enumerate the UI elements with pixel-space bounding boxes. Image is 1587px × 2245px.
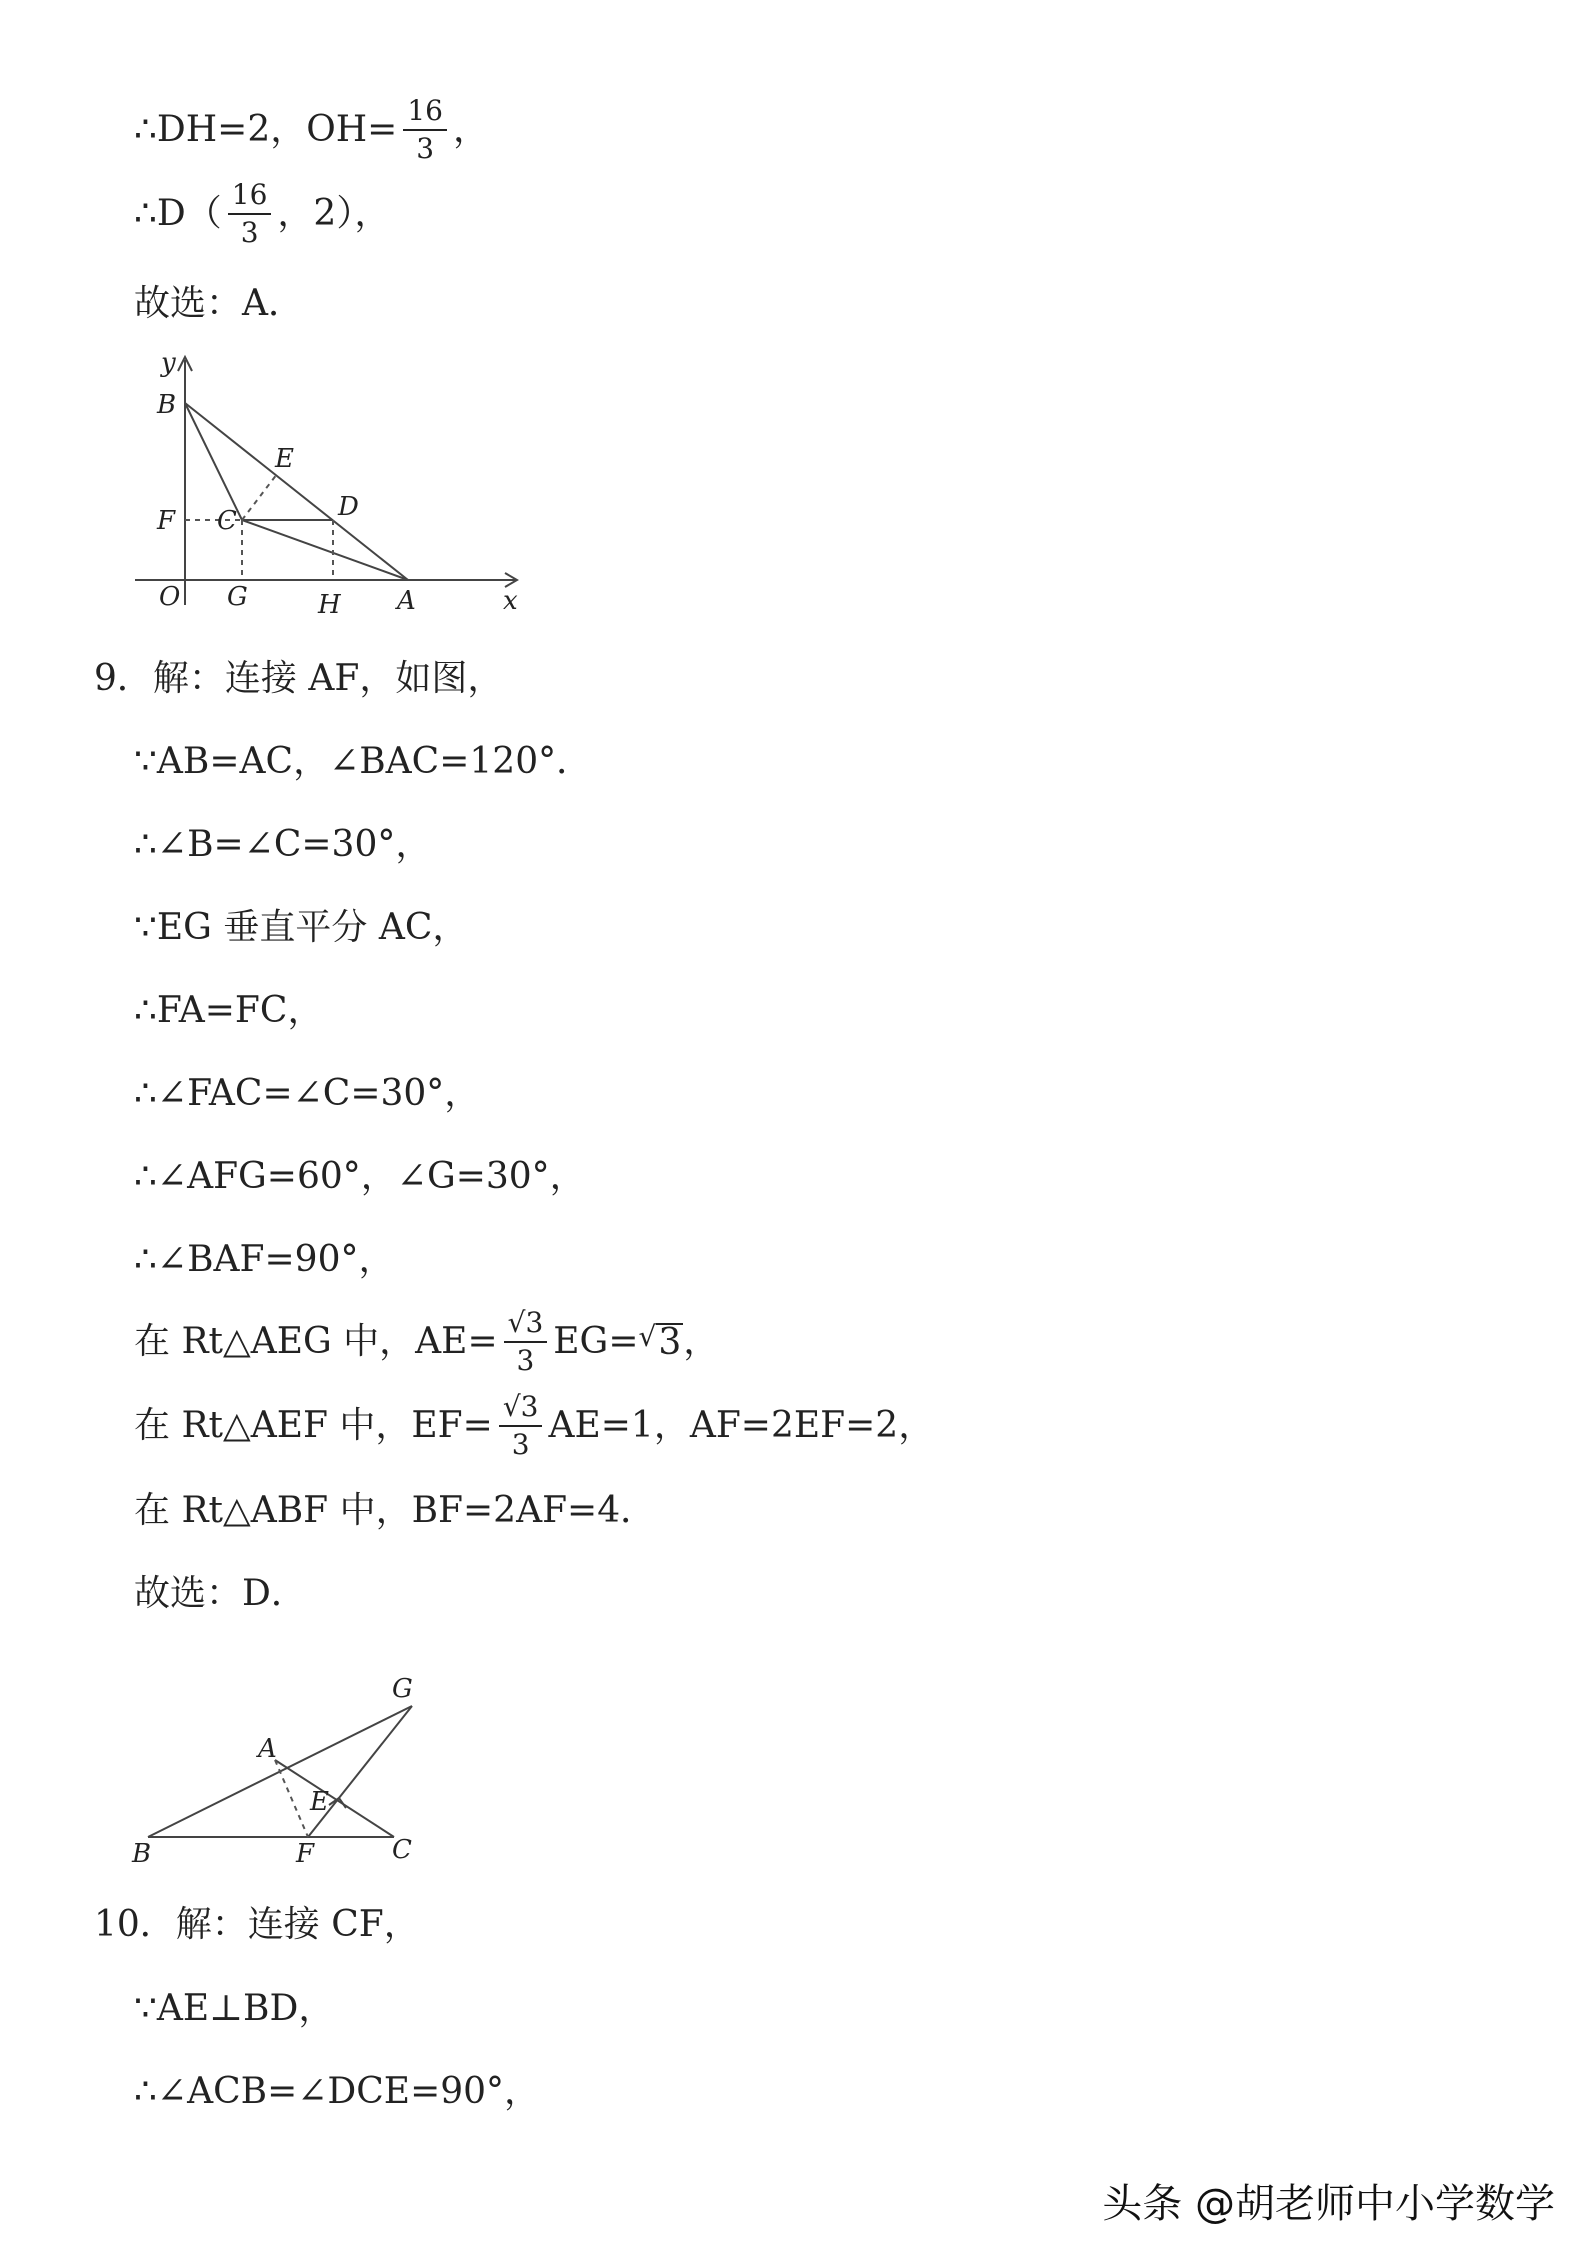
label-E: E [310, 1787, 329, 1817]
text-line: ∴∠AFG=60°，∠G=30°， [134, 1156, 586, 1197]
label-F: F [296, 1839, 315, 1869]
label-x: x [503, 586, 518, 616]
solution-heading: 10．解：连接 CF， [94, 1904, 420, 1945]
fraction-numerator: √3 [504, 1307, 548, 1343]
solution-heading: 9．解：连接 AF，如图， [94, 658, 504, 699]
label-G: G [227, 582, 248, 612]
fraction-denominator: 3 [511, 1428, 530, 1461]
text-line: ∴∠ACB=∠DCE=90°， [134, 2071, 541, 2112]
label-H: H [318, 590, 341, 620]
label-C: C [392, 1835, 412, 1865]
text-line [134, 88, 489, 172]
watermark: 头条 @胡老师中小学数学 [1102, 2181, 1555, 2227]
text-span: ， [452, 109, 489, 150]
text-line [134, 1300, 719, 1384]
label-B: B [157, 390, 177, 420]
label-O: O [159, 582, 181, 612]
text-line: ∴∠BAF=90°， [134, 1239, 395, 1280]
answer-line: 故选：D． [134, 1573, 307, 1614]
coordinate-figure [125, 345, 535, 629]
segment-BA [185, 403, 408, 580]
label-A: A [258, 1734, 277, 1764]
segment-BC [185, 403, 242, 520]
dashed-CE [242, 474, 277, 520]
text-line: ∵AE⊥BD， [134, 1988, 335, 2029]
segment-CA [242, 520, 408, 580]
text-line: ∵EG 垂直平分 AC， [134, 907, 469, 948]
radicand: 3 [658, 1322, 682, 1363]
fraction [504, 1307, 548, 1377]
text-span: 在 Rt△AEG 中，AE= [134, 1321, 498, 1362]
text-line: ∴FA=FC， [134, 990, 324, 1031]
fraction-denominator: 3 [240, 216, 259, 249]
fraction [499, 1391, 543, 1461]
label-A: A [397, 586, 416, 616]
fraction-denominator: 3 [416, 132, 435, 165]
label-B: B [132, 1839, 152, 1869]
text-span: ∴D（ [134, 193, 222, 234]
segment-GF [308, 1706, 412, 1837]
text-span: ，2）， [277, 193, 391, 234]
square-root [638, 1320, 683, 1363]
segment-AC [275, 1760, 394, 1837]
fraction-numerator: 16 [403, 95, 447, 131]
text-line [134, 1384, 934, 1468]
text-line: ∴∠B=∠C=30°， [134, 824, 432, 865]
triangle-diagram [120, 1640, 440, 1870]
label-F: F [157, 506, 176, 536]
text-line: 在 Rt△ABF 中，BF=2AF=4． [134, 1490, 657, 1531]
label-D: D [338, 492, 359, 522]
fraction [403, 95, 447, 165]
text-span: ∴DH=2，OH= [134, 109, 398, 150]
text-line: ∵AB=AC，∠BAC=120°． [134, 741, 593, 782]
text-line: ∴∠FAC=∠C=30°， [134, 1073, 481, 1114]
fraction [228, 179, 272, 249]
fraction-numerator: 16 [228, 179, 272, 215]
fraction-numerator: √3 [499, 1391, 543, 1427]
radical-sign: √ [638, 1320, 657, 1353]
text-span: AE=1，AF=2EF=2， [548, 1405, 935, 1446]
text-span: EG= [553, 1321, 639, 1362]
coordinate-diagram [125, 345, 535, 625]
label-y: y [161, 348, 176, 378]
answer-line: 故选：A． [134, 283, 304, 324]
label-E: E [275, 444, 294, 474]
label-G: G [392, 1674, 413, 1704]
triangle-figure [120, 1640, 440, 1874]
text-span: ， [683, 1321, 720, 1362]
text-span: 在 Rt△AEF 中，EF= [134, 1405, 493, 1446]
fraction-denominator: 3 [516, 1344, 535, 1377]
text-line [134, 172, 390, 256]
label-C: C [217, 506, 237, 536]
